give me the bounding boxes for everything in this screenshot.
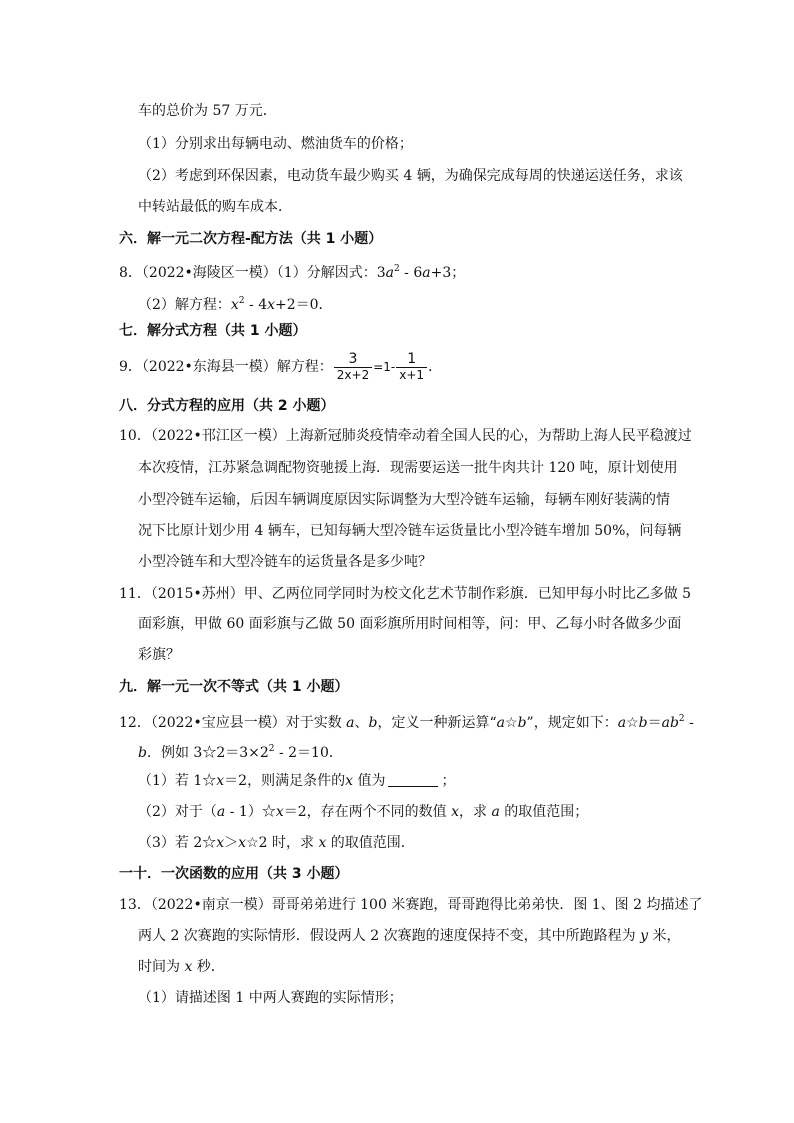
q12-part1: （1）若 1☆x＝2，则满足条件的x 值为 ；	[138, 773, 456, 789]
q8-line1: 8．（2022•海陵区一模）（1）分解因式：$3a^2 - 6a+3$；	[119, 264, 466, 281]
q12-line1: 12．（2022•宝应县一模）对于实数 a、b，定义一种新运算“a☆b”，规定如下：$a☆b=ab^2$ -	[119, 714, 694, 731]
q12-part3: （3）若 2☆x＞x☆2 时，求 x 的取值范围．	[138, 835, 415, 851]
q11-line2: 面彩旗，甲做 60 面彩旗与乙做 50 面彩旗所用时间相等，问：甲、乙每小时各做多少面	[138, 616, 682, 632]
section-6-heading: 六．解一元二次方程-配方法（共 1 小题）	[119, 231, 383, 247]
fraction-1-over-x1: $\frac{1}{x+1}$	[396, 352, 427, 383]
section-10-heading: 一十．一次函数的应用（共 3 小题）	[119, 866, 349, 882]
q7-continuation: 车的总价为 57 万元．	[138, 103, 277, 119]
fraction-3-over-2x2: $\frac{3}{2x+2}$	[334, 352, 372, 383]
q10-line2: 本次疫情，江苏紧急调配物资驰援上海．现需要运送一批牛肉共计 120 吨，原计划使用	[138, 460, 678, 476]
q10-line5: 小型冷链车和大型冷链车的运货量各是多少吨？	[138, 554, 432, 570]
answer-blank[interactable]	[388, 773, 438, 787]
q12-line2: b．例如 $3☆2=3\times 2^2 - 2=10$．	[138, 744, 343, 761]
q13-line1: 13．（2022•南京一模）哥哥弟弟进行 100 米赛跑，哥哥跑得比弟弟快．图 1、图 2 均描述了	[119, 897, 703, 913]
q8-line2: （2）解方程：$x^2 - 4x+2=0$．	[138, 296, 333, 313]
q7-part1: （1）分别求出每辆电动、燃油货车的价格；	[138, 136, 413, 152]
q9-line: 9．（2022•东海县一模）解方程： $\frac{3}{2x+2}$ =1- $\frac{1}{x+1}$ ．	[119, 350, 443, 382]
q13-part1: （1）请描述图 1 中两人赛跑的实际情形；	[138, 990, 403, 1006]
q10-line4: 况下比原计划少用 4 辆车，已知每辆大型冷链车运货量比小型冷链车增加 50%，问每辆	[138, 523, 682, 539]
q7-part2-line2: 中转站最低的购车成本．	[138, 199, 292, 215]
q13-line3: 时间为 x 秒．	[138, 959, 225, 975]
q13-line2: 两人 2 次赛跑的实际情形．假设两人 2 次赛跑的速度保持不变，其中所跑路程为 y 米，	[138, 928, 681, 944]
q11-line1: 11．（2015•苏州）甲、乙两位同学同时为校文化艺术节制作彩旗．已知甲每小时比乙多做 5	[119, 586, 692, 602]
section-8-heading: 八．分式方程的应用（共 2 小题）	[119, 398, 335, 414]
q10-line1: 10．（2022•邗江区一模）上海新冠肺炎疫情牵动着全国人民的心，为帮助上海人民平稳渡过	[119, 428, 692, 444]
q11-line3: 彩旗？	[138, 647, 180, 663]
section-9-heading: 九．解一元一次不等式（共 1 小题）	[119, 679, 349, 695]
section-7-heading: 七．解分式方程（共 1 小题）	[119, 323, 307, 339]
q10-line3: 小型冷链车运输，后因车辆调度原因实际调整为大型冷链车运输，每辆车刚好装满的情	[138, 492, 670, 508]
q7-part2-line1: （2）考虑到环保因素，电动货车最少购买 4 辆，为确保完成每周的快递运送任务，求该	[138, 168, 683, 184]
q12-part2: （2）对于（a - 1）☆x＝2，存在两个不同的数值 x，求 a 的取值范围；	[138, 804, 589, 820]
